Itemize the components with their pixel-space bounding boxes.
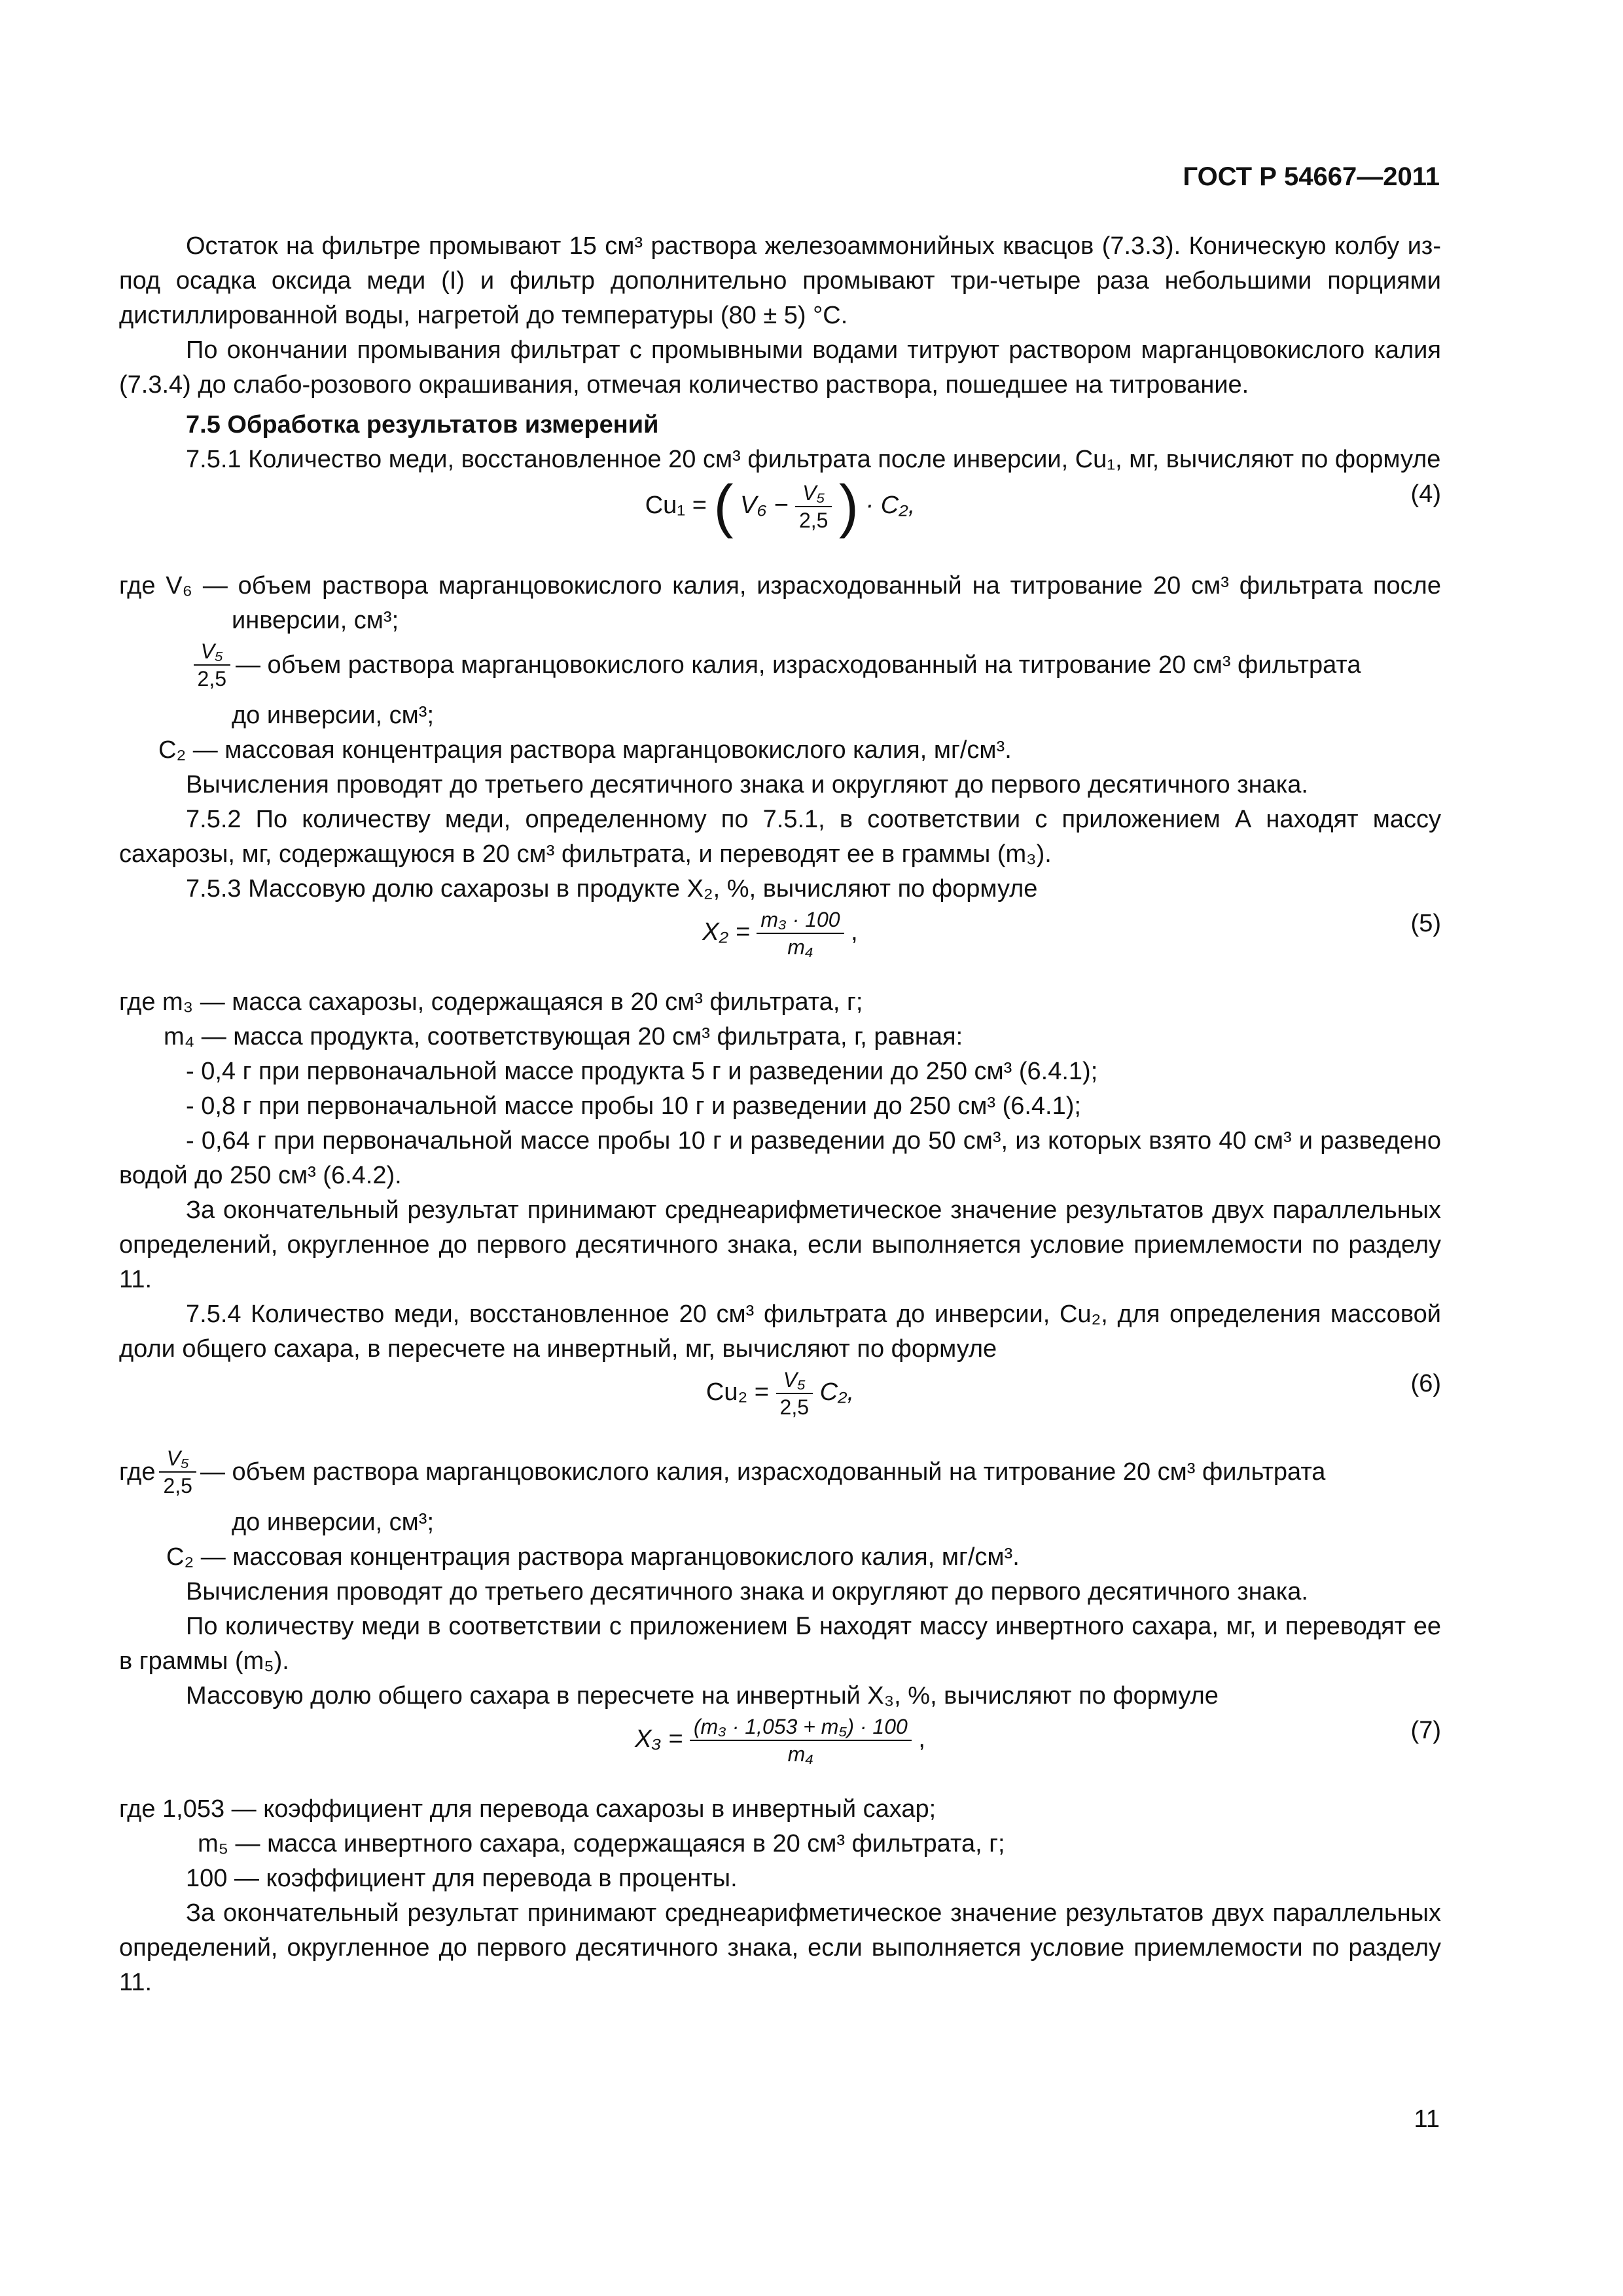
- where-item: где 1,053 — коэффициент для перевода сахарозы в инвертный сахар;: [119, 1795, 936, 1823]
- formula-7: X₃ = $\frac{\text{(m₃ · 1,053 + m₅) · 100}}{\text{m₄}}$ , (7): [635, 1715, 1441, 1766]
- fraction: $\frac{\text{V₅}}{2,5}$: [795, 480, 832, 533]
- where-item: C₂ — массовая концентрация раствора марганцовокислого калия, мг/см³.: [166, 1543, 1020, 1571]
- where-item: до инверсии, см³;: [232, 1509, 435, 1536]
- formula-number: (4): [1410, 480, 1441, 508]
- where-item: где m₃ — масса сахарозы, содержащаяся в 20 см³ фильтрата, г;: [119, 988, 863, 1016]
- formula-4: Cu₁ = ( V₆ − $\frac{\text{V₅}}{2,5}$ ) · C₂, (4): [645, 474, 1441, 539]
- where-item: где V₆ — объем раствора марганцовокислого калия, израсходованный на титрование 20 см³ фильтрата после инверсии, см³;: [119, 572, 1441, 634]
- paragraph: 7.5.3 Массовую долю сахарозы в продукте X₂, %, вычисляют по формуле: [186, 875, 1038, 903]
- fraction: $\frac{\text{V₅}}{2,5}$: [776, 1367, 813, 1420]
- where-item: C₂ — массовая концентрация раствора марганцовокислого калия, мг/см³.: [158, 736, 1012, 764]
- paragraph: По количеству меди в соответствии с приложением Б находят массу инвертного сахара, мг, и переводят ее в граммы (m₅).: [119, 1613, 1441, 1675]
- formula-number: (6): [1410, 1370, 1441, 1397]
- list-item: - 0,64 г при первоначальной массе пробы 10 г и разведении до 50 см³, из которых взято 40 см³ и разведено водой до 250 см³ (6.4.2).: [119, 1127, 1441, 1189]
- paragraph: 7.5.4 Количество меди, восстановленное 20 см³ фильтрата до инверсии, Cu₂, для определения массовой доли общего сахара, в пересчете на инвертный, мг, вычисляют по формуле: [119, 1300, 1441, 1363]
- paragraph: За окончательный результат принимают среднеарифметическое значение результатов двух параллельных определений, округленное до первого десятичного знака, если выполняется условие приемлемости по разделу 11.: [119, 1196, 1441, 1293]
- body-text: [119, 229, 1441, 2000]
- list-item: - 0,8 г при первоначальной массе пробы 10 г и разведении до 250 см³ (6.4.1);: [186, 1092, 1081, 1120]
- paragraph: 7.5.1 Количество меди, восстановленное 20 см³ фильтрата после инверсии, Cu₁, мг, вычисляют по формуле: [186, 446, 1441, 473]
- where-item: 100 — коэффициент для перевода в проценты.: [186, 1865, 738, 1892]
- dash-list: [119, 1054, 1441, 1193]
- paragraph: По окончании промывания фильтрат с промывными водами титруют раствором марганцовокислого калия (7.3.4) до слабо-розового окрашивания, отмечая количество раствора, пошедшее на титрование.: [119, 336, 1441, 399]
- paragraph: 7.5.2 По количеству меди, определенному по 7.5.1, в соответствии с приложением А находят массу сахарозы, мг, содержащуюся в 20 см³ фильтрата, и переводят ее в граммы (m₃).: [119, 806, 1441, 868]
- where-item: m₅ — масса инвертного сахара, содержащаяся в 20 см³ фильтрата, г;: [198, 1830, 1005, 1857]
- fraction: $\frac{\text{m₃ · 100}}{\text{m₄}}$: [757, 906, 844, 960]
- page-number: 11: [1414, 2106, 1440, 2133]
- formula-number: (7): [1410, 1717, 1441, 1744]
- where-item: где $\frac{\text{V₅}}{2,5}$ — объем раствора марганцовокислого калия, израсходованный на титрование 20 см³ фильтрата: [119, 1446, 1326, 1498]
- where-item: до инверсии, см³;: [232, 702, 435, 729]
- formula-5: X₂ = $\frac{\text{m₃ · 100}}{\text{m₄}}$ , (5): [702, 908, 1441, 959]
- formula-number: (5): [1410, 910, 1441, 937]
- section-title: 7.5 Обработка результатов измерений: [186, 411, 659, 439]
- paragraph: За окончательный результат принимают среднеарифметическое значение результатов двух параллельных определений, округленное до первого десятичного знака, если выполняется условие приемлемости по разделу 11.: [119, 1899, 1441, 1996]
- fraction: $\frac{\text{(m₃ · 1,053 + m₅) · 100}}{\text{m₄}}$: [690, 1713, 912, 1767]
- formula-6: Cu₂ = $\frac{\text{V₅}}{2,5}$ C₂, (6): [705, 1368, 1441, 1419]
- where-item: $\frac{\text{V₅}}{2,5}$ — объем раствора марганцовокислого калия, израсходованный на титрование 20 см³ фильтрата: [119, 638, 1441, 692]
- list-item: - 0,4 г при первоначальной массе продукта 5 г и разведении до 250 см³ (6.4.1);: [186, 1058, 1098, 1085]
- paragraph: Массовую долю общего сахара в пересчете на инвертный X₃, %, вычисляют по формуле: [186, 1682, 1219, 1710]
- paragraph: Остаток на фильтре промывают 15 см³ раствора железоаммонийных квасцов (7.3.3). Коническую колбу из-под осадка оксида меди (I) и фильтр дополнительно промывают три-четыре раза небольшими порциями дистиллированной воды, нагретой до температуры (80 ± 5) °С.: [119, 232, 1441, 329]
- where-item: m₄ — масса продукта, соответствующая 20 см³ фильтрата, г, равная:: [164, 1023, 963, 1050]
- paragraph: Вычисления проводят до третьего десятичного знака и округляют до первого десятичного знака.: [186, 771, 1308, 798]
- document-header: ГОСТ Р 54667—2011: [1183, 162, 1440, 191]
- paragraph: Вычисления проводят до третьего десятичного знака и округляют до первого десятичного знака.: [186, 1578, 1308, 1605]
